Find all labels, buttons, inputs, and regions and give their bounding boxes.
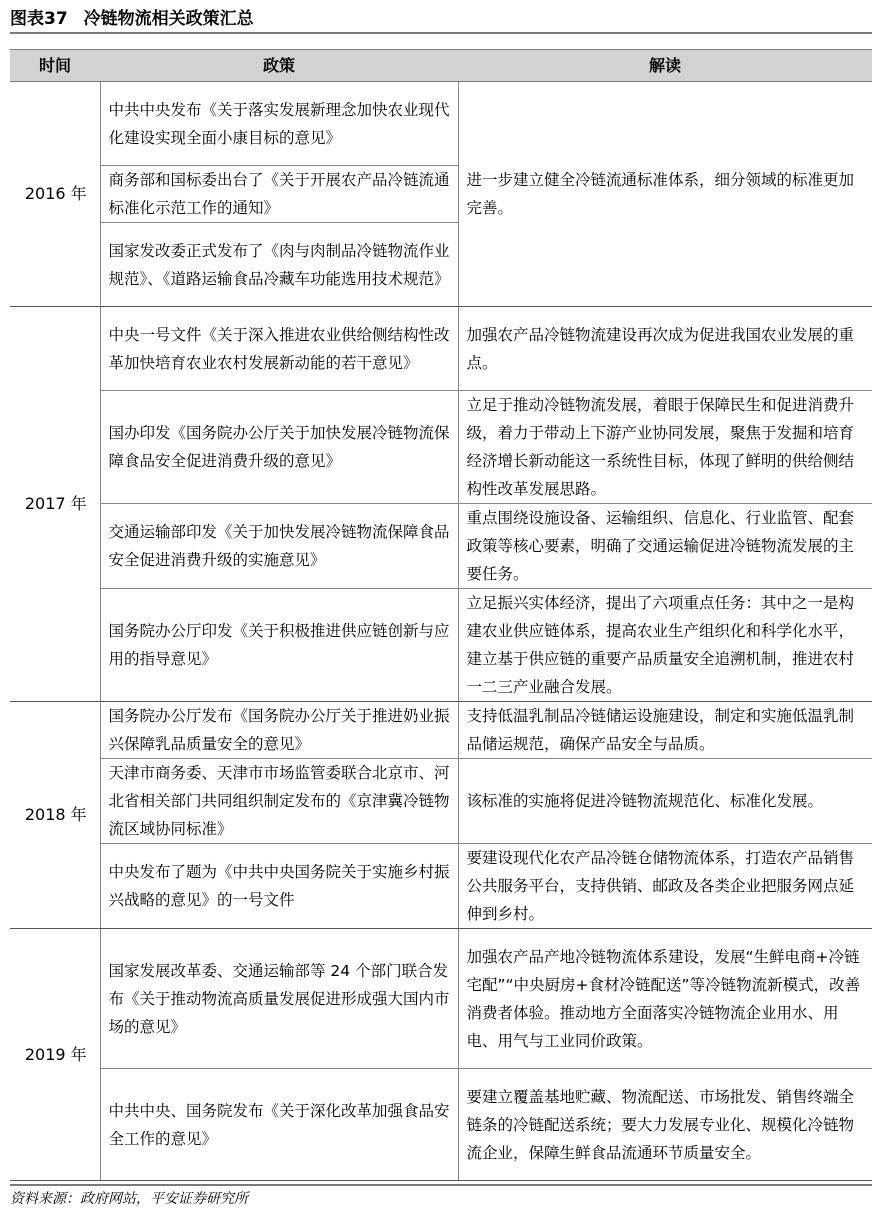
interpretation-cell: 该标准的实施将促进冷链物流规范化、标准化发展。 <box>458 759 872 844</box>
policy-cell: 中央一号文件《关于深入推进农业供给侧结构性改革加快培育农业农村发展新动能的若干意见》 <box>100 307 458 391</box>
table-row <box>10 844 872 929</box>
interpretation-cell: 支持低温乳制品冷链储运设施建设，制定和实施低温乳制品储运规范，确保产品安全与品质。 <box>458 702 872 759</box>
year-cell: 2016 年 <box>10 82 100 307</box>
policy-cell: 中央发布了题为《中共中央国务院关于实施乡村振兴战略的意见》的一号文件 <box>100 844 458 929</box>
interpretation-cell: 要建立覆盖基地贮藏、物流配送、市场批发、销售终端全链条的冷链配送系统；要大力发展专业化、规模化冷链物流企业，保障生鲜食品流通环节质量安全。 <box>458 1069 872 1181</box>
table-row <box>10 307 872 391</box>
table-header-row <box>10 50 872 82</box>
header-interpretation: 解读 <box>458 50 872 82</box>
year-cell: 2017 年 <box>10 307 100 702</box>
policy-cell: 商务部和国标委出台了《关于开展农产品冷链流通标准化示范工作的通知》 <box>100 166 458 223</box>
year-cell: 2019 年 <box>10 929 100 1181</box>
interpretation-cell: 立足振兴实体经济，提出了六项重点任务：其中之一是构建农业供应链体系，提高农业生产组织化和科学化水平，建立基于供应链的重要产品质量安全追溯机制，推进农村一二三产业融合发展。 <box>458 589 872 702</box>
figure-number: 图表37 <box>10 9 68 29</box>
table-row <box>10 589 872 702</box>
interpretation-cell: 加强农产品冷链物流建设再次成为促进我国农业发展的重点。 <box>458 307 872 391</box>
policy-cell: 天津市商务委、天津市市场监管委联合北京市、河北省相关部门共同组织制定发布的《京津冀冷链物流区域协同标准》 <box>100 759 458 844</box>
source-note: 资料来源：政府网站，平安证券研究所 <box>10 1184 872 1212</box>
policy-cell: 国务院办公厅发布《国务院办公厅关于推进奶业振兴保障乳品质量安全的意见》 <box>100 702 458 759</box>
header-time: 时间 <box>10 50 100 82</box>
interpretation-cell: 重点围绕设施设备、运输组织、信息化、行业监管、配套政策等核心要素，明确了交通运输促进冷链物流发展的主要任务。 <box>458 504 872 589</box>
table-row <box>10 702 872 759</box>
interpretation-cell: 要建设现代化农产品冷链仓储物流体系，打造农产品销售公共服务平台，支持供销、邮政及各类企业把服务网点延伸到乡村。 <box>458 844 872 929</box>
interpretation-cell: 立足于推动冷链物流发展，着眼于保障民生和促进消费升级，着力于带动上下游产业协同发展，聚焦于发掘和培育经济增长新动能这一系统性目标，体现了鲜明的供给侧结构性改革发展思路。 <box>458 391 872 504</box>
policy-cell: 国办印发《国务院办公厅关于加快发展冷链物流保障食品安全促进消费升级的意见》 <box>100 391 458 504</box>
interpretation-cell: 进一步建立健全冷链流通标准体系，细分领域的标准更加完善。 <box>458 82 872 307</box>
table-row <box>10 929 872 1069</box>
table-row <box>10 82 872 166</box>
policy-cell: 交通运输部印发《关于加快发展冷链物流保障食品安全促进消费升级的实施意见》 <box>100 504 458 589</box>
year-cell: 2018 年 <box>10 702 100 929</box>
policy-cell: 中共中央发布《关于落实发展新理念加快农业现代化建设实现全面小康目标的意见》 <box>100 82 458 166</box>
table-row <box>10 1069 872 1181</box>
figure-caption <box>10 4 872 34</box>
table-row <box>10 759 872 844</box>
interpretation-cell: 加强农产品产地冷链物流体系建设，发展“生鲜电商+冷链宅配”“中央厨房+食材冷链配送”等冷链物流新模式，改善消费者体验。推动地方全面落实冷链物流企业用水、用电、用气与工业同价政策。 <box>458 929 872 1069</box>
table-row <box>10 504 872 589</box>
policy-table <box>10 49 872 1181</box>
policy-cell: 国家发展改革委、交通运输部等 24 个部门联合发布《关于推动物流高质量发展促进形成强大国内市场的意见》 <box>100 929 458 1069</box>
table-row <box>10 391 872 504</box>
policy-cell: 国家发改委正式发布了《肉与肉制品冷链物流作业规范》、《道路运输食品冷藏车功能选用技术规范》 <box>100 223 458 307</box>
policy-cell: 中共中央、国务院发布《关于深化改革加强食品安全工作的意见》 <box>100 1069 458 1181</box>
policy-cell: 国务院办公厅印发《关于积极推进供应链创新与应用的指导意见》 <box>100 589 458 702</box>
header-policy: 政策 <box>100 50 458 82</box>
figure-title: 冷链物流相关政策汇总 <box>83 9 254 29</box>
